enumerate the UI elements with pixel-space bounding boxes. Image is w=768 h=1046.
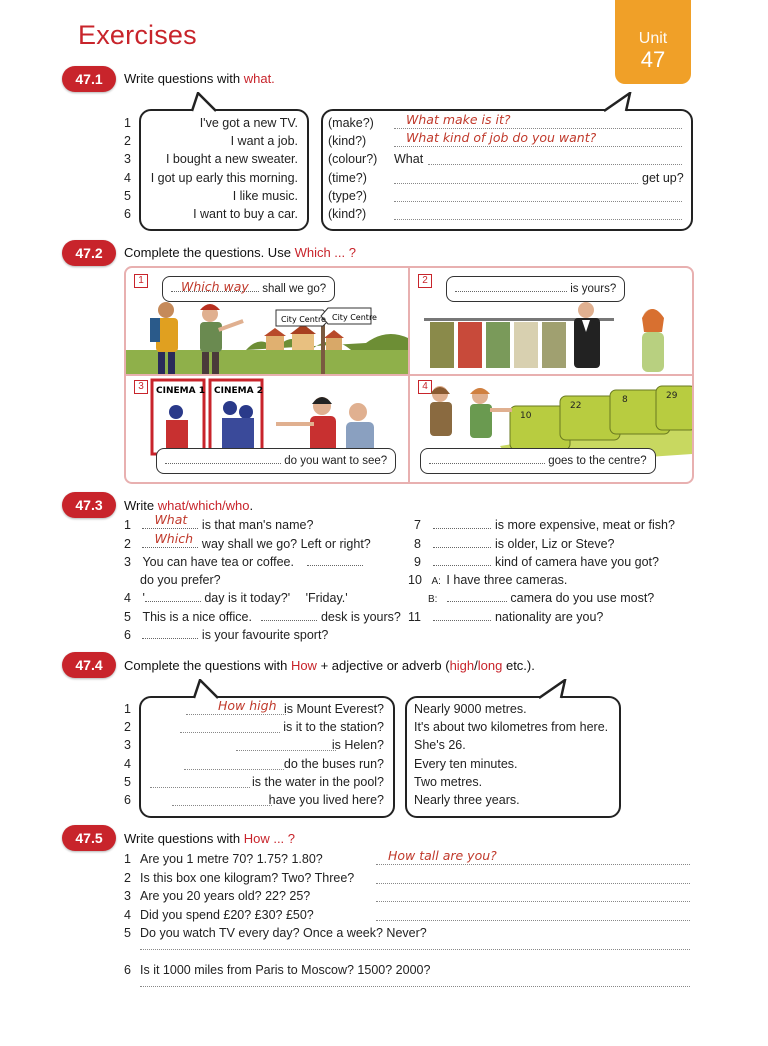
answer-47-4-6: Nearly three years. (414, 793, 520, 807)
item-number-47-5-3: 3 (124, 889, 131, 903)
sign-city-centre-1: City Centre (281, 315, 326, 324)
answer-blank-47-3-1[interactable]: What (142, 518, 198, 529)
statement-47-1-4: I got up early this morning. (150, 171, 298, 185)
answer-blank-47-3-6[interactable] (142, 628, 198, 639)
panel-number-4: 4 (418, 380, 432, 394)
prompt-47-5-1: Are you 1 metre 70? 1.75? 1.80? (140, 852, 323, 866)
answer-47-4-1: Nearly 9000 metres. (414, 702, 527, 716)
answer-line-47-1-4[interactable] (394, 182, 638, 184)
unit-number: 47 (640, 47, 666, 72)
answer-blank-47-3-11[interactable] (433, 610, 491, 621)
answer-blank-47-3-10b[interactable] (447, 591, 507, 602)
handwritten-answer-47-1-2: What kind of job do you want? (406, 130, 597, 145)
item-47-3-11: 11 nationality are you? (408, 610, 604, 624)
item-47-3-7: 7 is more expensive, meat or fish? (414, 518, 675, 532)
instruction-47-5: Write questions with How ... ? (124, 831, 296, 846)
item-47-3-3: 3 You can have tea or coffee. (124, 555, 363, 569)
answer-blank-47-4-6[interactable] (172, 804, 272, 806)
item-47-3-1: 1 What is that man's name? (124, 512, 314, 532)
statement-47-1-1: I've got a new TV. (199, 116, 298, 130)
item-number-47-4-3: 3 (124, 738, 131, 752)
question-47-4-3: is Helen? (331, 738, 384, 752)
instruction-47-2: Complete the questions. Use Which ... ? (124, 245, 356, 260)
answer-blank-47-3-8[interactable] (433, 537, 491, 548)
exercise-badge-47-3: 47.3 (62, 492, 116, 518)
bus-number-3: 8 (622, 395, 628, 405)
bubble-tail-right (600, 92, 634, 112)
answer-47-4-2: It's about two kilometres from here. (414, 720, 609, 734)
item-number-47-4-5: 5 (124, 775, 131, 789)
item-number-47-5-2: 2 (124, 871, 131, 885)
answer-blank-47-4-3[interactable] (236, 749, 336, 751)
answer-blank-47-3-2[interactable]: Which (142, 537, 198, 548)
answer-blank-47-4-4[interactable] (184, 768, 284, 770)
handwritten-answer-47-5-1: How tall are you? (388, 848, 497, 863)
cinema-2-label: CINEMA 2 (214, 386, 263, 396)
handwritten-answer-47-4-1: How high (218, 698, 277, 713)
answer-blank-47-3-7[interactable] (433, 518, 491, 529)
item-47-3-6: 6 is your favourite sport? (124, 628, 329, 642)
answer-47-4-5: Two metres. (414, 775, 483, 789)
statement-47-1-2: I want a job. (230, 134, 298, 148)
answer-line-47-1-6[interactable] (394, 218, 682, 220)
answer-line-47-1-1[interactable] (394, 127, 682, 129)
picture-frame (124, 266, 694, 484)
item-number-47-4-4: 4 (124, 757, 131, 771)
answer-line-47-5-6[interactable] (140, 985, 690, 987)
answer-blank-panel-2[interactable] (455, 281, 567, 292)
item-number-47-5-5: 5 (124, 926, 131, 940)
answer-line-47-1-3[interactable] (428, 163, 682, 165)
item-number-47-1-2: 2 (124, 134, 131, 148)
answer-line-47-5-5[interactable] (140, 948, 690, 950)
answer-blank-panel-1[interactable]: Which way (171, 281, 259, 292)
question-47-4-1: is Mount Everest? (283, 702, 384, 716)
answer-blank-panel-3[interactable] (165, 453, 281, 464)
speech-bubble-panel-2: is yours? (446, 276, 625, 302)
speech-bubble-panel-3: do you want to see? (156, 448, 396, 474)
suffix-47-1-4: get up? (642, 171, 684, 185)
bubble-tail-47-4-left (192, 679, 222, 699)
item-number-47-4-6: 6 (124, 793, 131, 807)
hint-47-1-6: (kind?) (328, 207, 367, 221)
instruction-47-3: Write what/which/who. (124, 498, 254, 513)
answer-line-47-1-2[interactable] (394, 145, 682, 147)
answer-blank-47-3-3[interactable] (307, 555, 363, 566)
item-number-47-5-4: 4 (124, 908, 131, 922)
item-number-47-1-3: 3 (124, 152, 131, 166)
item-47-3-8: 8 is older, Liz or Steve? (414, 537, 615, 551)
bus-number-2: 22 (570, 401, 582, 411)
sign-city-centre-2: City Centre (332, 313, 377, 322)
question-47-4-2: is it to the station? (283, 720, 384, 734)
prompt-47-5-5: Do you watch TV every day? Once a week? Never? (140, 926, 427, 940)
panel-number-1: 1 (134, 274, 148, 288)
answer-line-47-5-1[interactable] (376, 863, 690, 865)
unit-tab (615, 0, 691, 84)
exercise-badge-47-5: 47.5 (62, 825, 116, 851)
panel-number-2: 2 (418, 274, 432, 288)
statement-47-1-3: I bought a new sweater. (165, 152, 298, 166)
answer-line-47-5-3[interactable] (376, 900, 690, 902)
bus-number-1: 10 (520, 411, 532, 421)
answer-blank-panel-4[interactable] (429, 453, 545, 464)
item-47-3-3-cont: do you prefer? (140, 573, 221, 587)
item-number-47-5-1: 1 (124, 852, 131, 866)
question-47-4-5: is the water in the pool? (251, 775, 384, 789)
answer-line-47-5-4[interactable] (376, 919, 690, 921)
panel-number-3: 3 (134, 380, 148, 394)
speech-bubble-panel-1: Which way shall we go? (162, 276, 335, 302)
item-number-47-1-1: 1 (124, 116, 131, 130)
bus-number-4: 29 (666, 391, 678, 401)
instruction-47-1: Write questions with what. (124, 71, 275, 86)
item-47-3-5: 5 This is a nice office. desk is yours? (124, 610, 401, 624)
prompt-47-5-6: Is it 1000 miles from Paris to Moscow? 1500? 2000? (140, 963, 431, 977)
answer-blank-47-3-9[interactable] (433, 555, 491, 566)
cinema-1-label: CINEMA 1 (156, 386, 205, 396)
item-number-47-4-1: 1 (124, 702, 131, 716)
answer-47-4-4: Every ten minutes. (414, 757, 518, 771)
answer-line-47-1-5[interactable] (394, 200, 682, 202)
instruction-47-4: Complete the questions with How + adjective or adverb (high/long etc.). (124, 658, 535, 673)
item-47-3-9: 9 kind of camera have you got? (414, 555, 659, 569)
prompt-47-5-2: Is this box one kilogram? Two? Three? (140, 871, 355, 885)
answer-blank-47-4-2[interactable] (180, 731, 280, 733)
hint-47-1-5: (type?) (328, 189, 367, 203)
item-47-3-4: 4 ' day is it today?' 'Friday.' (124, 591, 348, 605)
unit-label: Unit (638, 30, 668, 47)
item-47-3-10b: B: camera do you use most? (428, 591, 655, 605)
hint-47-1-3: (colour?) (328, 152, 378, 166)
question-47-4-4: do the buses run? (283, 757, 384, 771)
exercise-badge-47-2: 47.2 (62, 240, 116, 266)
answer-blank-47-4-5[interactable] (150, 786, 250, 788)
prompt-47-5-4: Did you spend £20? £30? £50? (140, 908, 314, 922)
question-47-4-6: have you lived here? (268, 793, 384, 807)
hint-47-1-1: (make?) (328, 116, 374, 130)
exercise-badge-47-4: 47.4 (62, 652, 116, 678)
answer-line-47-5-2[interactable] (376, 882, 690, 884)
item-number-47-4-2: 2 (124, 720, 131, 734)
hint-47-1-4: (time?) (328, 171, 367, 185)
page-title: Exercises (78, 20, 197, 50)
statement-47-1-5: I like music. (232, 189, 298, 203)
bubble-tail-left (190, 92, 220, 112)
bubble-tail-47-4-right (535, 679, 569, 699)
speech-bubble-panel-4: goes to the centre? (420, 448, 656, 474)
item-number-47-1-6: 6 (124, 207, 131, 221)
statement-47-1-6: I want to buy a car. (193, 207, 298, 221)
item-number-47-1-5: 5 (124, 189, 131, 203)
item-number-47-5-6: 6 (124, 963, 131, 977)
item-47-3-10a: 10 A: I have three cameras. (408, 573, 568, 587)
item-number-47-1-4: 4 (124, 171, 131, 185)
item-47-3-2: 2 Which way shall we go? Left or right? (124, 531, 371, 551)
exercise-badge-47-1: 47.1 (62, 66, 116, 92)
prefix-47-1-3: What (394, 152, 424, 166)
answer-blank-47-3-4[interactable] (145, 591, 201, 602)
answer-blank-47-4-1[interactable] (186, 713, 286, 715)
prompt-47-5-3: Are you 20 years old? 22? 25? (140, 889, 311, 903)
answer-47-4-3: She's 26. (414, 738, 466, 752)
answer-blank-47-3-5[interactable] (261, 610, 317, 621)
handwritten-answer-47-1-1: What make is it? (406, 112, 511, 127)
hint-47-1-2: (kind?) (328, 134, 367, 148)
